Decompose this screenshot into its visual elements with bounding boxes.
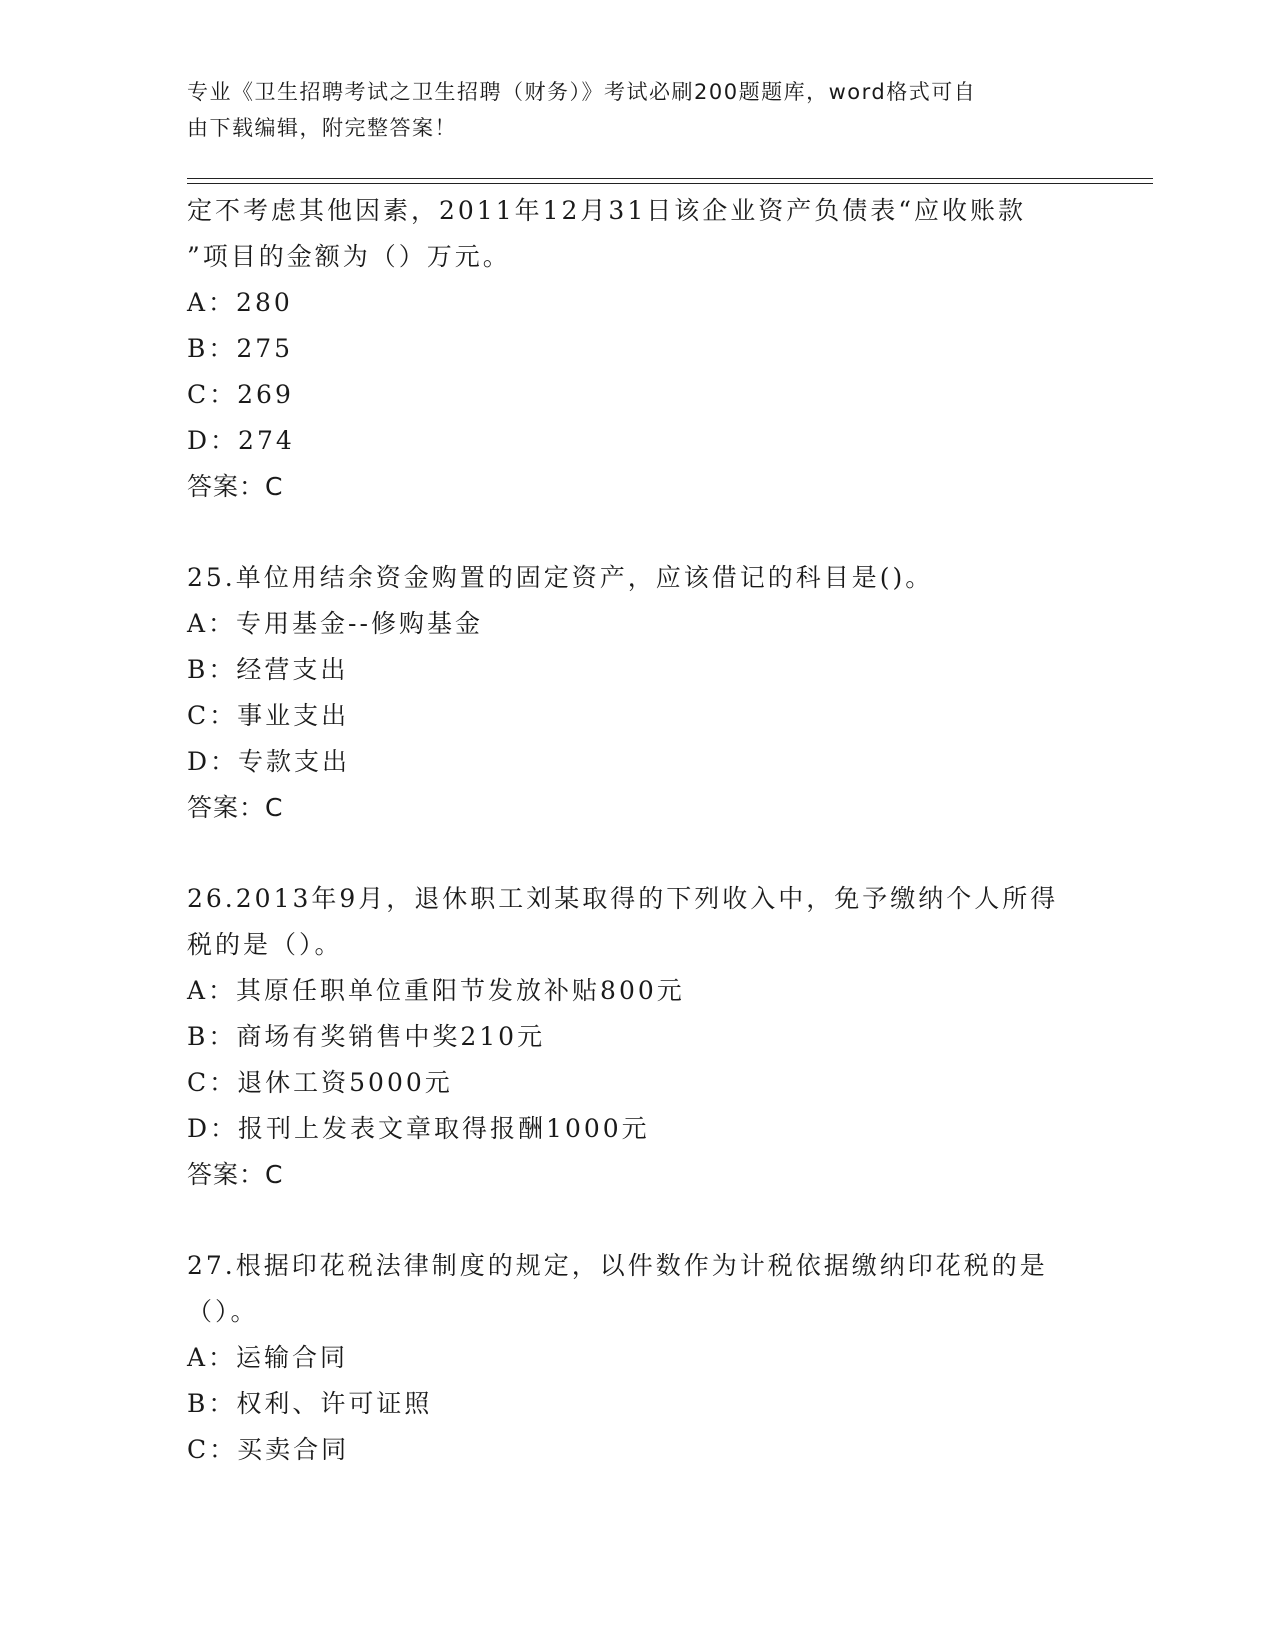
option-b: B：经营支出 — [187, 655, 349, 684]
question-stem-line: 26.2013年9月，退休职工刘某取得的下列收入中，免予缴纳个人所得 — [187, 884, 1059, 913]
option-c: C：买卖合同 — [187, 1435, 350, 1464]
question-stem-line: ”项目的金额为（）万元。 — [187, 242, 511, 271]
option-a: A：专用基金--修购基金 — [187, 609, 483, 638]
question-27 — [187, 1243, 1087, 1473]
answer: 答案：C — [187, 1160, 284, 1189]
option-c: C：269 — [187, 380, 294, 409]
header-divider-top — [187, 178, 1153, 179]
question-26 — [187, 876, 1087, 1198]
option-a: A：280 — [187, 288, 293, 317]
header-divider-bottom — [187, 183, 1153, 184]
question-stem-line: 定不考虑其他因素，2011年12月31日该企业资产负债表“应收账款 — [187, 196, 1027, 225]
header-line-2: 由下载编辑，附完整答案！ — [187, 116, 457, 140]
option-c: C：退休工资5000元 — [187, 1068, 453, 1097]
question-stem-line: 税的是（）。 — [187, 930, 343, 959]
option-c: C：事业支出 — [187, 701, 350, 730]
page-header — [187, 74, 1067, 146]
question-list — [187, 188, 1087, 1473]
option-d: D：报刊上发表文章取得报酬1000元 — [187, 1114, 650, 1143]
question-24 — [187, 188, 1087, 510]
option-d: D：274 — [187, 426, 295, 455]
option-d: D：专款支出 — [187, 747, 351, 776]
answer: 答案：C — [187, 793, 284, 822]
option-b: B：商场有奖销售中奖210元 — [187, 1022, 546, 1051]
option-b: B：权利、许可证照 — [187, 1389, 433, 1418]
question-stem-line: 27.根据印花税法律制度的规定，以件数作为计税依据缴纳印花税的是 — [187, 1251, 1048, 1280]
question-stem-line: （）。 — [187, 1297, 259, 1326]
option-b: B：275 — [187, 334, 294, 363]
answer: 答案：C — [187, 472, 284, 501]
question-25 — [187, 555, 1087, 831]
option-a: A：运输合同 — [187, 1343, 349, 1372]
question-stem-line: 25.单位用结余资金购置的固定资产，应该借记的科目是()。 — [187, 563, 934, 592]
option-a: A：其原任职单位重阳节发放补贴800元 — [187, 976, 685, 1005]
header-line-1: 专业《卫生招聘考试之卫生招聘（财务）》考试必刷200题题库，word格式可自 — [187, 80, 977, 104]
